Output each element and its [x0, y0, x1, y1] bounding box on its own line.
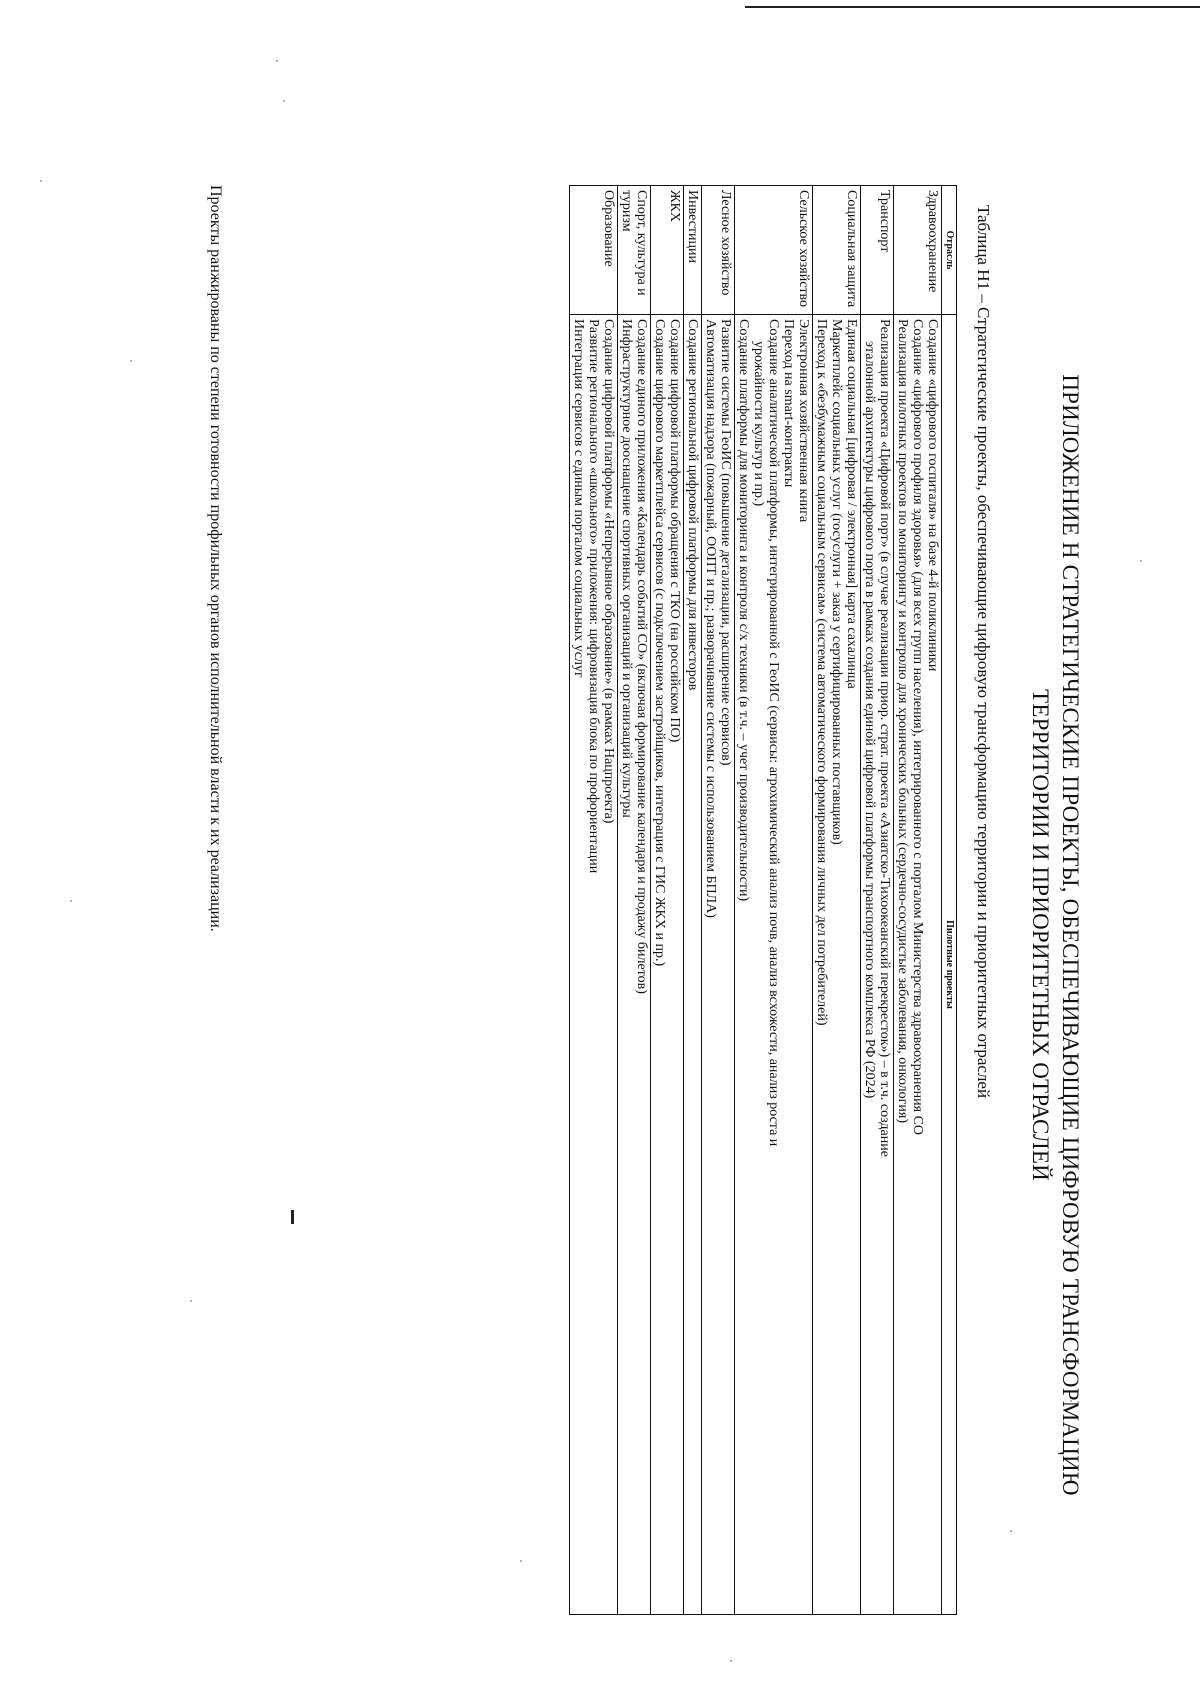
- scan-speck: [190, 1300, 192, 1302]
- project-item: Создание платформы для мониторинга и контроля с/х техники (в т.ч. – учет производительности): [736, 319, 751, 902]
- projects-cell: [813, 315, 861, 1615]
- project-item: Автоматизация надзора (пожарный, ООПТ и пр.; разворачивание системы с использованием БПЛА): [703, 319, 718, 918]
- projects-cell: [861, 315, 894, 1615]
- top-scan-rule: [745, 6, 1200, 8]
- project-item: Создание единого приложения «Календарь событий СО» (включая формирование календаря и продажу билетов): [634, 319, 649, 994]
- appendix-title: [1025, 185, 1085, 1685]
- projects-cell: [684, 315, 702, 1615]
- table-row: [861, 186, 894, 1615]
- projects-cell: [702, 315, 735, 1615]
- project-item: Создание «цифрового профиля здоровья» (для всех групп населения), интегрированного с порталом Министерства здравоохранения СО: [910, 319, 925, 1136]
- title-line-1: ПРИЛОЖЕНИЕ Н СТРАТЕГИЧЕСКИЕ ПРОЕКТЫ, ОБЕСПЕЧИВАЮЩИЕ ЦИФРОВУЮ ТРАНСФОРМАЦИЮ: [1058, 374, 1083, 1496]
- project-item: Создание «цифрового госпиталя» на базе 4-й поликлиники: [925, 319, 940, 672]
- project-item: Электронная хозяйственная книга: [796, 319, 811, 523]
- sector-cell: Образование: [570, 186, 618, 315]
- scan-speck: [276, 60, 278, 62]
- table-row: [702, 186, 735, 1615]
- project-item: Единая социальная [цифровая / электронная] карта сахалинца: [844, 319, 859, 689]
- sector-cell: Социальная защита: [813, 186, 861, 315]
- project-item: Переход к «безбумажным социальным сервисам» (система автоматического формирования личных дел потребителей): [814, 319, 829, 1026]
- sector-cell: ЖКХ: [651, 186, 684, 315]
- table-row: [618, 186, 651, 1615]
- table-row: [651, 186, 684, 1615]
- projects-cell: [894, 315, 942, 1615]
- project-item: Развитие системы ГеоИС (повышение детализации, расширение сервисов): [718, 319, 733, 766]
- project-item: Реализация проекта «Цифровой порт» (в случае реализации приор. страт. проекта «Азиатско-Тихоокеанский перекресток») – в т.ч. создание: [877, 319, 892, 1157]
- footer-note: Проекты ранжированы по степени готовности профильных органов исполнительной власти к их реализации.: [207, 185, 224, 932]
- project-item: Переход на smart-контракты: [781, 319, 796, 488]
- header-projects: Пилотные проекты: [942, 315, 957, 1615]
- sector-cell: Лесное хозяйство: [702, 186, 735, 315]
- projects-cell: [570, 315, 618, 1615]
- project-item: Интеграция сервисов с единым порталом социальных услуг: [571, 319, 586, 678]
- project-item: Инфраструктурное дооснащение спортивных организаций и организаций культуры: [619, 319, 634, 818]
- project-item: Реализация пилотных проектов по мониторингу и контролю для хронических больных (сердечно-сосудистые заболевания, онкология): [895, 319, 910, 1123]
- projects-cell: [735, 315, 813, 1615]
- project-item: Развитие регионального «школьного» приложения: цифровизация блока по профориентации: [586, 319, 601, 874]
- projects-cell: [618, 315, 651, 1615]
- table-row: [684, 186, 702, 1615]
- table-header-row: [942, 186, 957, 1615]
- project-item: Маркетплейс социальных услуг (госуслуги + заказ у сертифицированных поставщиков): [829, 319, 844, 845]
- scan-speck: [40, 180, 42, 182]
- scan-speck: [130, 360, 132, 362]
- sector-cell: Инвестиции: [684, 186, 702, 315]
- title-line-2: ТЕРРИТОРИИ И ПРИОРИТЕТНЫХ ОТРАСЛЕЙ: [1028, 689, 1053, 1181]
- strategic-projects-table: [569, 185, 957, 1615]
- project-item-continuation: эталонной архитектуры цифрового порта в рамках создания единой цифровой платформы транспортного комплекса РФ (2024): [862, 341, 877, 1099]
- sector-cell: Здравоохранение: [894, 186, 942, 315]
- project-item-continuation: урожайности культур и пр.): [751, 341, 766, 507]
- sector-cell: Транспорт: [861, 186, 894, 315]
- table-caption: Таблица Н1 – Стратегические проекты, обеспечивающие цифровую трансформацию территории и приоритетных отраслей: [974, 205, 993, 1099]
- scan-speck: [70, 900, 72, 902]
- table-row: [813, 186, 861, 1615]
- scan-mark: [291, 1210, 294, 1224]
- sector-cell: Сельское хозяйство: [735, 186, 813, 315]
- table-row: [735, 186, 813, 1615]
- header-sector: Отрасль: [942, 186, 957, 315]
- scan-speck: [283, 100, 285, 102]
- projects-cell: [651, 315, 684, 1615]
- rotated-document-page: [207, 185, 1085, 1685]
- project-item: Создание цифровой платформы «Непрерывное образование» (в рамках Нацпроекта): [601, 319, 616, 824]
- table-row: [570, 186, 618, 1615]
- table-row: [894, 186, 942, 1615]
- project-item: Создание региональной цифровой платформы для инвесторов: [685, 319, 700, 691]
- scan-speck: [1140, 560, 1142, 562]
- project-item: Создание цифрового маркетплейса сервисов (с подключением застройщиков, интеграция с ГИС ЖКХ и пр.): [652, 319, 667, 967]
- sector-cell: Спорт, культура и туризм: [618, 186, 651, 315]
- project-item: Создание аналитической платформы, интегрированной с ГеоИС (сервисы: агрохимический анализ почв, анализ всхожести, анализ роста и: [766, 319, 781, 1147]
- project-item: Создание цифровой платформы обращения с ТКО (на российском ПО): [667, 319, 682, 743]
